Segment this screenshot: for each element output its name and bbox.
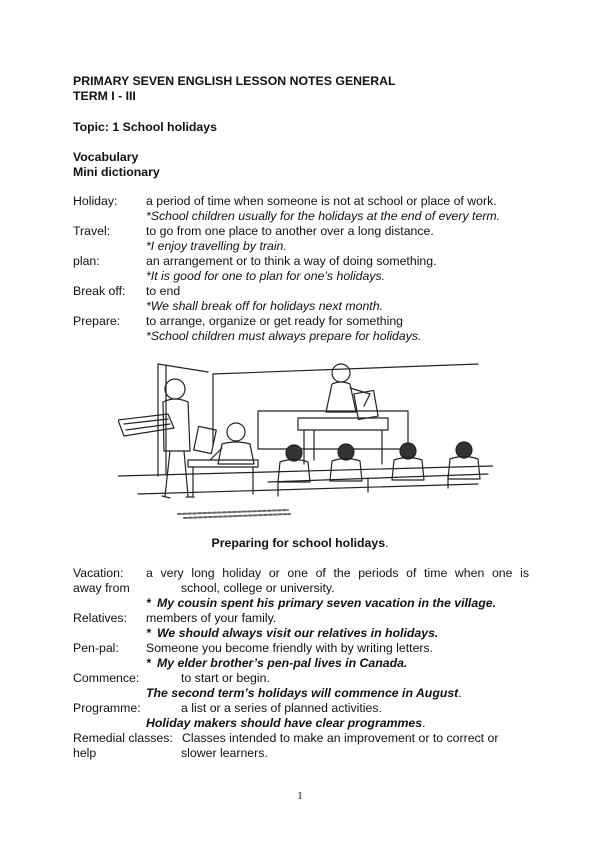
- vocab-term-penpal: Pen-pal:: [73, 641, 119, 655]
- example-period: .: [458, 686, 462, 700]
- example-text: We should always visit our relatives in holidays.: [157, 626, 439, 640]
- vocab-definition-continuation: help: [73, 746, 97, 760]
- mini-dictionary-heading: Mini dictionary: [73, 165, 160, 179]
- example-text: The second term’s holidays will commence in August: [146, 686, 459, 700]
- bullet-star: *: [146, 626, 151, 640]
- dictionary-example: *School children usually for the holidays at the end of every term.: [146, 209, 501, 223]
- illustration-caption-line: [0, 536, 600, 550]
- vocab-term-relatives: Relatives:: [73, 611, 127, 625]
- vocab-definition-continuation: away from: [73, 581, 130, 595]
- vocab-term-vacation: Vacation:: [73, 566, 124, 580]
- example-period: .: [422, 716, 426, 730]
- example-text: My elder brother’s pen-pal lives in Canada.: [157, 656, 408, 670]
- vocab-example-relatives: [146, 626, 438, 640]
- dictionary-definition: an arrangement or to think a way of doing something.: [146, 254, 437, 268]
- classroom-illustration: [118, 356, 493, 528]
- dictionary-term: Travel:: [73, 224, 111, 238]
- vocab-term-programme: Programme:: [73, 701, 141, 715]
- vocabulary-heading: Vocabulary: [73, 150, 139, 164]
- vocab-definition-continuation: slower learners.: [181, 746, 268, 760]
- dictionary-example: *We shall break off for holidays next month.: [146, 299, 383, 313]
- vocab-example-vacation: [146, 596, 496, 610]
- vocab-term-commence: Commence:: [73, 671, 140, 685]
- page-number: 1: [297, 790, 303, 802]
- document-term: TERM I - III: [73, 89, 136, 103]
- dictionary-term: Break off:: [73, 284, 126, 298]
- dictionary-definition: to arrange, organize or get ready for something: [146, 314, 404, 328]
- dictionary-definition: a period of time when someone is not at school or place of work.: [146, 194, 497, 208]
- vocab-definition-continuation: school, college or university.: [181, 581, 335, 595]
- vocab-definition-penpal: Someone you become friendly with by writing letters.: [146, 641, 434, 655]
- document-title: PRIMARY SEVEN ENGLISH LESSON NOTES GENERAL: [73, 74, 396, 88]
- topic-heading: Topic: 1 School holidays: [73, 120, 217, 134]
- example-text: Holiday makers should have clear programmes: [146, 716, 423, 730]
- bullet-star: *: [146, 656, 151, 670]
- vocab-definition-relatives: members of your family.: [146, 611, 277, 625]
- dictionary-example: *School children must always prepare for holidays.: [146, 329, 422, 343]
- dictionary-term: plan:: [73, 254, 100, 268]
- vocab-definition-remedial: Classes intended to make an improvement or to correct or: [182, 731, 499, 745]
- vocab-example-programme: [146, 716, 426, 730]
- vocab-term-remedial: Remedial classes:: [73, 731, 173, 745]
- dictionary-definition: to go from one place to another over a long distance.: [146, 224, 434, 238]
- example-text: My cousin spent his primary seven vacation in the village.: [157, 596, 496, 610]
- dictionary-example: *It is good for one to plan for one’s holidays.: [146, 269, 386, 283]
- dictionary-term: Prepare:: [73, 314, 121, 328]
- illustration-caption: Preparing for school holidays: [211, 536, 386, 550]
- vocab-definition-programme: a list or a series of planned activities.: [181, 701, 382, 715]
- vocab-definition-commence: to start or begin.: [181, 671, 270, 685]
- vocab-definition-vacation: a very long holiday or one of the periods of time when one is: [146, 566, 529, 580]
- dictionary-example: *I enjoy travelling by train.: [146, 239, 287, 253]
- dictionary-term: Holiday:: [73, 194, 118, 208]
- vocab-example-commence: [146, 686, 462, 700]
- vocab-example-penpal: [146, 656, 407, 670]
- caption-period: .: [385, 536, 389, 550]
- dictionary-definition: to end: [146, 284, 181, 298]
- bullet-star: *: [146, 596, 151, 610]
